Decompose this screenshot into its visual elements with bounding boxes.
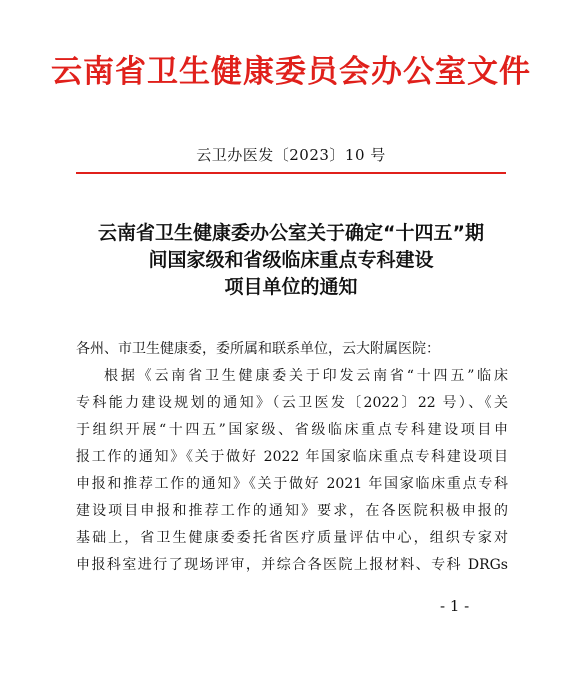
document-number: 云卫办医发〔2023〕10 号	[196, 146, 386, 164]
notice-title	[60, 220, 522, 301]
body-line: 建设项目申报和推荐工作的通知》要求，在各医院积极申报的	[76, 503, 508, 519]
body-line: 根据《云南省卫生健康委关于印发云南省“十四五”临床	[104, 368, 508, 384]
body-line: 报工作的通知》《关于做好 2022 年国家临床重点专科建设项目	[76, 449, 508, 465]
document-header-title: 云南省卫生健康委员会办公室文件	[51, 54, 531, 90]
notice-title-line: 云南省卫生健康委办公室关于确定“十四五”期	[98, 222, 484, 244]
salutation-line: 各州、市卫生健康委，委所属和联系单位，云大附属医院：	[76, 341, 440, 357]
body-line: 申报科室进行了现场评审，并综合各医院上报材料、专科 DRGs	[76, 557, 508, 573]
notice-title-line: 间国家级和省级临床重点专科建设	[148, 249, 434, 271]
notice-title-line: 项目单位的通知	[224, 276, 358, 298]
body-line: 专科能力建设规划的通知》（云卫医发〔2022〕22 号）、《关	[76, 395, 508, 411]
page-number: - 1 -	[440, 597, 470, 615]
body-line: 于组织开展“十四五”国家级、省级临床重点专科建设项目申	[76, 422, 508, 438]
notice-body	[76, 336, 508, 579]
body-line: 申报和推荐工作的通知》《关于做好 2021 年国家临床重点专科	[76, 476, 508, 492]
body-line: 基础上，省卫生健康委委托省医疗质量评估中心，组织专家对	[76, 530, 508, 546]
red-header-rule	[76, 172, 506, 174]
